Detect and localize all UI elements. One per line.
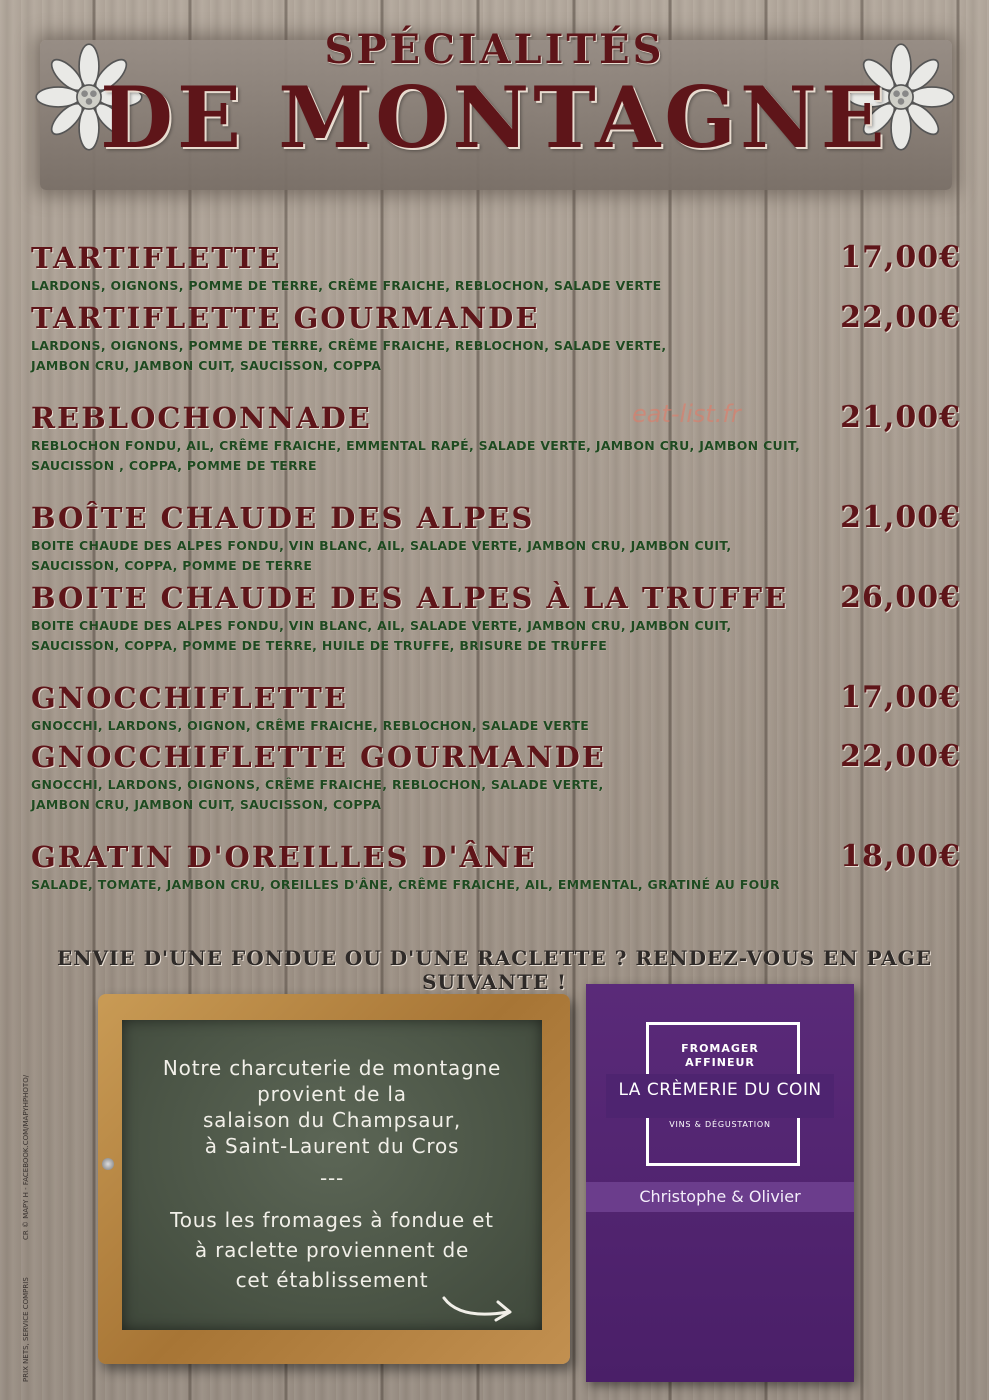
dish-price: 26,00€ [840,580,961,615]
menu-item [31,400,961,476]
prices-note: PRIX NETS, SERVICE COMPRIS [22,1277,30,1382]
menu-item [31,739,961,815]
dish-description: SALADE, TOMATE, JAMBON CRU, OREILLES D'ÂNE, CRÊME FRAICHE, AIL, EMMENTAL, GRATINÉ AU FOUR [31,877,780,892]
fondue-raclette-notice: ENVIE D'UNE FONDUE OU D'UNE RACLETTE ? RENDEZ-VOUS EN PAGE SUIVANTE ! [57,946,932,994]
shop-owners: Christophe & Olivier [586,1182,854,1212]
chalkboard-surface [122,1020,542,1330]
dish-description: BOITE CHAUDE DES ALPES FONDU, VIN BLANC, AIL, SALADE VERTE, JAMBON CRU, JAMBON CUIT, SAUCISSON, COPPA, POMME DE TERRE, HUILE DE TRUFFE, BRISURE DE TRUFFE [31,618,732,653]
logo-fromager: FROMAGER [681,1042,759,1055]
menu-item [31,680,961,736]
title-de-montagne: DE MONTAGNE [100,68,889,167]
dish-name: GNOCCHIFLETTE GOURMANDE [31,740,606,774]
dish-price: 21,00€ [840,500,961,535]
title-specialites: SPÉCIALITÉS [324,26,665,73]
dish-description: LARDONS, OIGNONS, POMME DE TERRE, CRÊME FRAICHE, REBLOCHON, SALADE VERTE, JAMBON CRU, JAMBON CUIT, SAUCISSON, COPPA [31,338,667,373]
chalk-line: cet établissement [235,1268,429,1292]
chalk-line: provient de la [257,1082,407,1106]
menu-item [31,300,961,376]
chalk-separator: --- [319,1166,345,1190]
dish-price: 18,00€ [840,839,961,874]
dish-name: BOÎTE CHAUDE DES ALPES [31,501,535,535]
shop-subtitle: VINS & DÉGUSTATION [669,1120,771,1129]
chalkboard [98,994,570,1364]
dish-name: GNOCCHIFLETTE [31,681,348,715]
photo-credit: CR © MAPY H - FACEBOOK.COM/MAPYHPHOTO/ [22,1074,30,1240]
chalk-line: à Saint-Laurent du Cros [204,1134,460,1158]
dish-price: 22,00€ [840,300,961,335]
dish-name: TARTIFLETTE [31,241,282,275]
dish-description: LARDONS, OIGNONS, POMME DE TERRE, CRÊME FRAICHE, REBLOCHON, SALADE VERTE [31,278,662,293]
chalk-line: Tous les fromages à fondue et [170,1208,494,1232]
chalk-line: salaison du Champsaur, [202,1108,462,1132]
menu-item [31,240,961,296]
side-credits [14,1010,34,1380]
dish-description: REBLOCHON FONDU, AIL, CRÊME FRAICHE, EMMENTAL RAPÉ, SALADE VERTE, JAMBON CRU, JAMBON CUIT, SAUCISSON , COPPA, POMME DE TERRE [31,438,801,473]
menu-item [31,839,961,895]
dish-price: 21,00€ [840,400,961,435]
menu-item [31,500,961,576]
dish-price: 17,00€ [840,240,961,275]
shop-name: LA CRÈMERIE DU COIN [618,1080,822,1100]
shop-card [586,984,854,1382]
watermark: eat-list.fr [632,400,741,428]
chalk-line: Notre charcuterie de montagne [162,1056,502,1080]
dish-price: 22,00€ [840,739,961,774]
dish-name: BOITE CHAUDE DES ALPES À LA TRUFFE [31,581,789,615]
menu-item [31,580,961,656]
dish-name: REBLOCHONNADE [31,401,372,435]
nail-icon [102,1158,114,1170]
dish-description: BOITE CHAUDE DES ALPES FONDU, VIN BLANC, AIL, SALADE VERTE, JAMBON CRU, JAMBON CUIT, SAUCISSON, COPPA, POMME DE TERRE [31,538,732,573]
dish-name: TARTIFLETTE GOURMANDE [31,301,540,335]
dish-description: GNOCCHI, LARDONS, OIGNONS, CRÊME FRAICHE, REBLOCHON, SALADE VERTE, JAMBON CRU, JAMBON CUIT, SAUCISSON, COPPA [31,777,604,812]
chalk-line: à raclette proviennent de [194,1238,470,1262]
arrow-icon [440,1290,520,1326]
logo-affineur: AFFINEUR [685,1056,755,1069]
dish-name: GRATIN D'OREILLES D'ÂNE [31,840,537,874]
dish-description: GNOCCHI, LARDONS, OIGNON, CRÊME FRAICHE, REBLOCHON, SALADE VERTE [31,718,590,733]
dish-price: 17,00€ [840,680,961,715]
